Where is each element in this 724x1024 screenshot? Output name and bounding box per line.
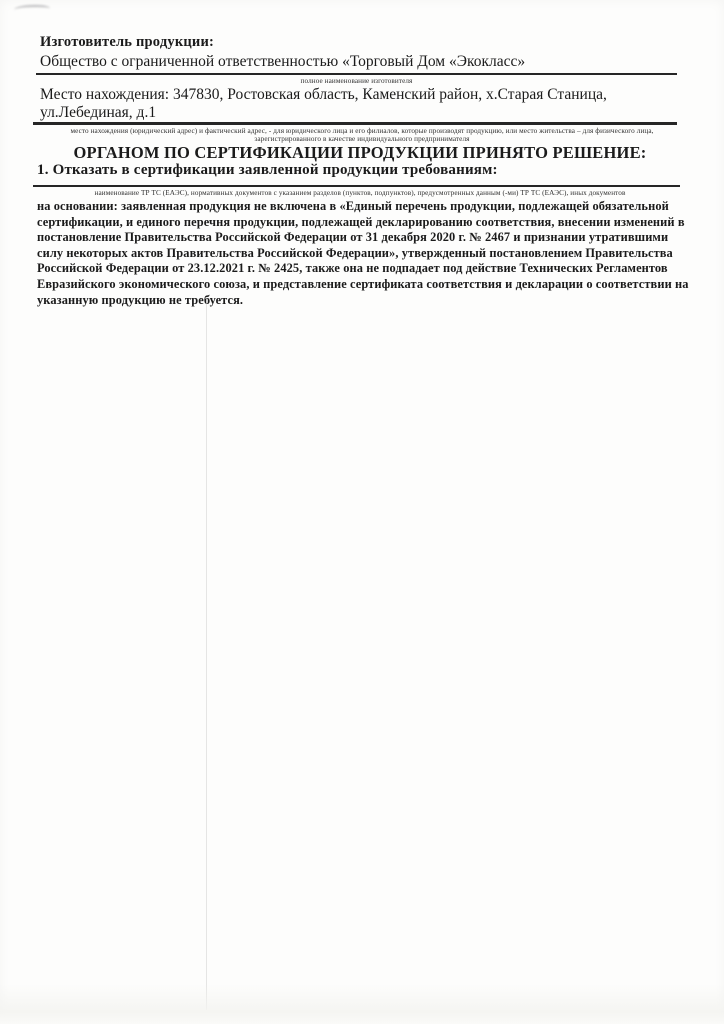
location-caption: место нахождения (юридический адрес) и фактический адрес, - для юридического лица и его филиалов, которые производят продукцию, или место жительства – для физического лица, зарегистрированного в качестве индивидуального предпринимателя: [70, 127, 654, 144]
scan-bottom-edge-artifact: [0, 984, 724, 1024]
divider-under-manufacturer: [36, 73, 677, 75]
location-text: Место нахождения: 347830, Ростовская область, Каменский район, х.Старая Станица, ул.Лебединая, д.1: [40, 86, 607, 121]
divider-under-decision-item: [33, 185, 680, 187]
scan-vertical-line-artifact: [206, 298, 207, 1010]
manufacturer-name: Общество с ограниченной ответственностью «Торговый Дом «Экокласс»: [40, 53, 526, 70]
decision-body-text: на основании: заявленная продукция не включена в «Единый перечень продукции, подлежащей обязательной сертификации, и единого перечня продукции, подлежащей декларированию соответствия, внесении изменений в постановление Правительства Российской Федерации от 31 декабря 2020 г. № 2467 и признании утратившими силу некоторых актов Правительства Российской Федерации», утвержденный постановлением Правительства Российской Федерации от 23.12.2021 г. № 2425, также она не подпадает под действие Технических Регламентов Евразийского экономического союза, и представление сертификата соответствия и декларации о соответствии на указанную продукцию не требуется.: [37, 199, 689, 307]
decision-heading: ОРГАНОМ ПО СЕРТИФИКАЦИИ ПРОДУКЦИИ ПРИНЯТО РЕШЕНИЕ:: [73, 143, 647, 162]
divider-under-location: [33, 122, 677, 125]
scan-smudge-artifact: [14, 5, 50, 14]
decision-item-1: 1. Отказать в сертификации заявленной продукции требованиям:: [37, 162, 498, 178]
manufacturer-caption: полное наименование изготовителя: [300, 77, 413, 85]
decision-caption: наименование ТР ТС (ЕАЭС), нормативных документов с указанием разделов (пунктов, подпунктов), предусмотренных данным (-ми) ТР ТС (ЕАЭС), иных документов: [94, 189, 626, 197]
manufacturer-label: Изготовитель продукции:: [40, 34, 215, 50]
